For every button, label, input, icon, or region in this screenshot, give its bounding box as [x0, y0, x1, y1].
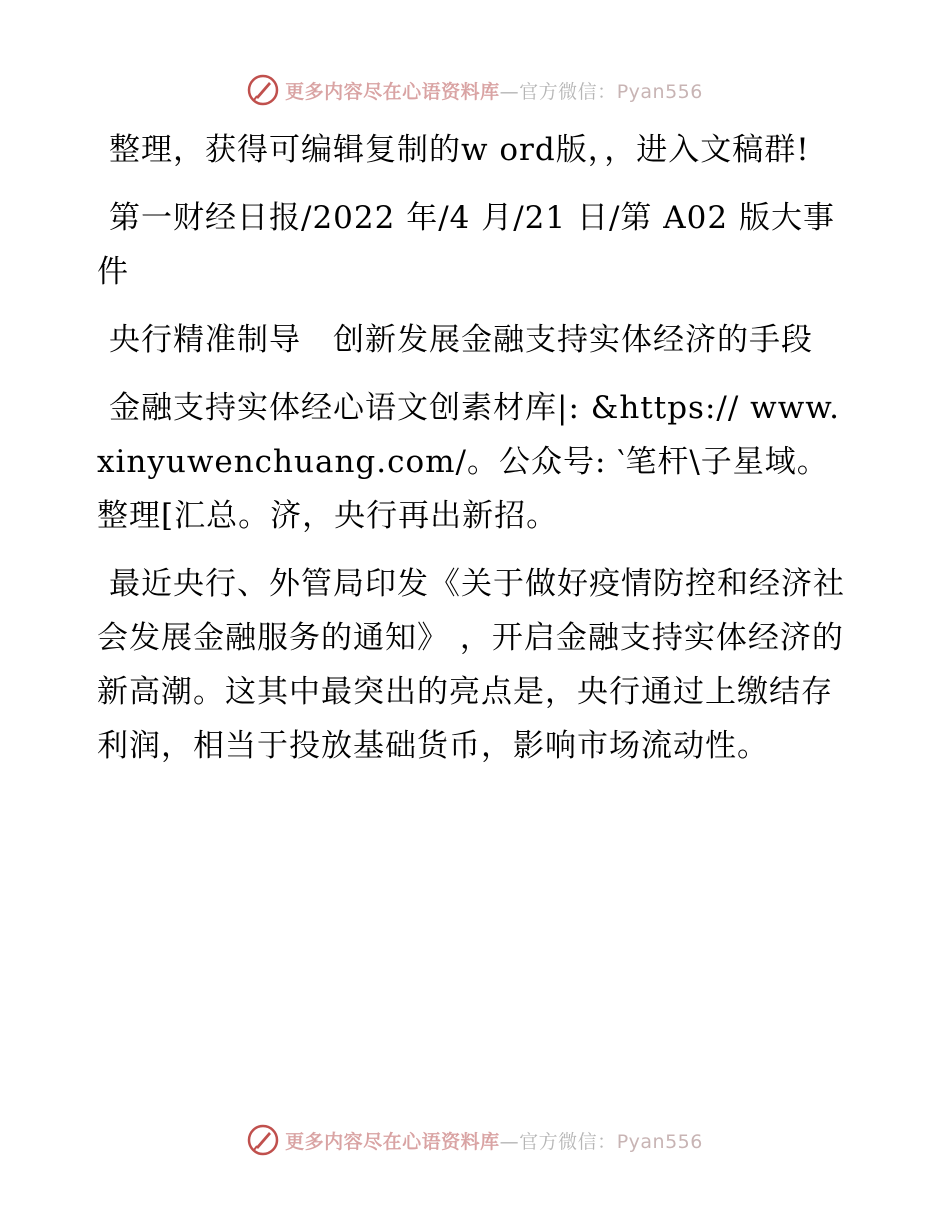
- paragraph-source: 第一财经日报/2022 年/4 月/21 日/第 A02 版大事件: [97, 200, 835, 290]
- footer-watermark: [0, 1120, 950, 1160]
- quill-logo-icon: [247, 74, 279, 106]
- watermark-sub: —官方微信：: [499, 80, 617, 103]
- watermark-sub: —官方微信：: [499, 1130, 617, 1153]
- header-watermark: [0, 70, 950, 110]
- watermark-text: [285, 77, 703, 104]
- quill-logo-icon: [247, 1124, 279, 1156]
- watermark-wechat-id: Pyan556: [616, 1130, 703, 1153]
- watermark-wechat-id: Pyan556: [616, 80, 703, 103]
- paragraph-intro: 整理，获得可编辑复制的w ord版，，进入文稿群!: [109, 132, 810, 168]
- paragraph-headline: 央行精准制导 创新发展金融支持实体经济的手段: [109, 322, 813, 358]
- watermark-main: 更多内容尽在心语资料库: [285, 80, 500, 103]
- document-body: [97, 123, 853, 787]
- paragraph-body: 最近央行、外管局印发《关于做好疫情防控和经济社会发展金融服务的通知》 ，开启金融支持实体经济的新高潮。这其中最突出的亮点是，央行通过上缴结存利润，相当于投放基础货币，影响市场流动性。: [97, 566, 845, 764]
- watermark-main: 更多内容尽在心语资料库: [285, 1130, 500, 1153]
- watermark-text: [285, 1127, 703, 1154]
- paragraph-lead: 金融支持实体经心语文创素材库|: &https:// www.xinyuwenchuang.com/。公众号: ‵笔杆\子星域。整理[汇总。济，央行再出新招。: [97, 390, 840, 534]
